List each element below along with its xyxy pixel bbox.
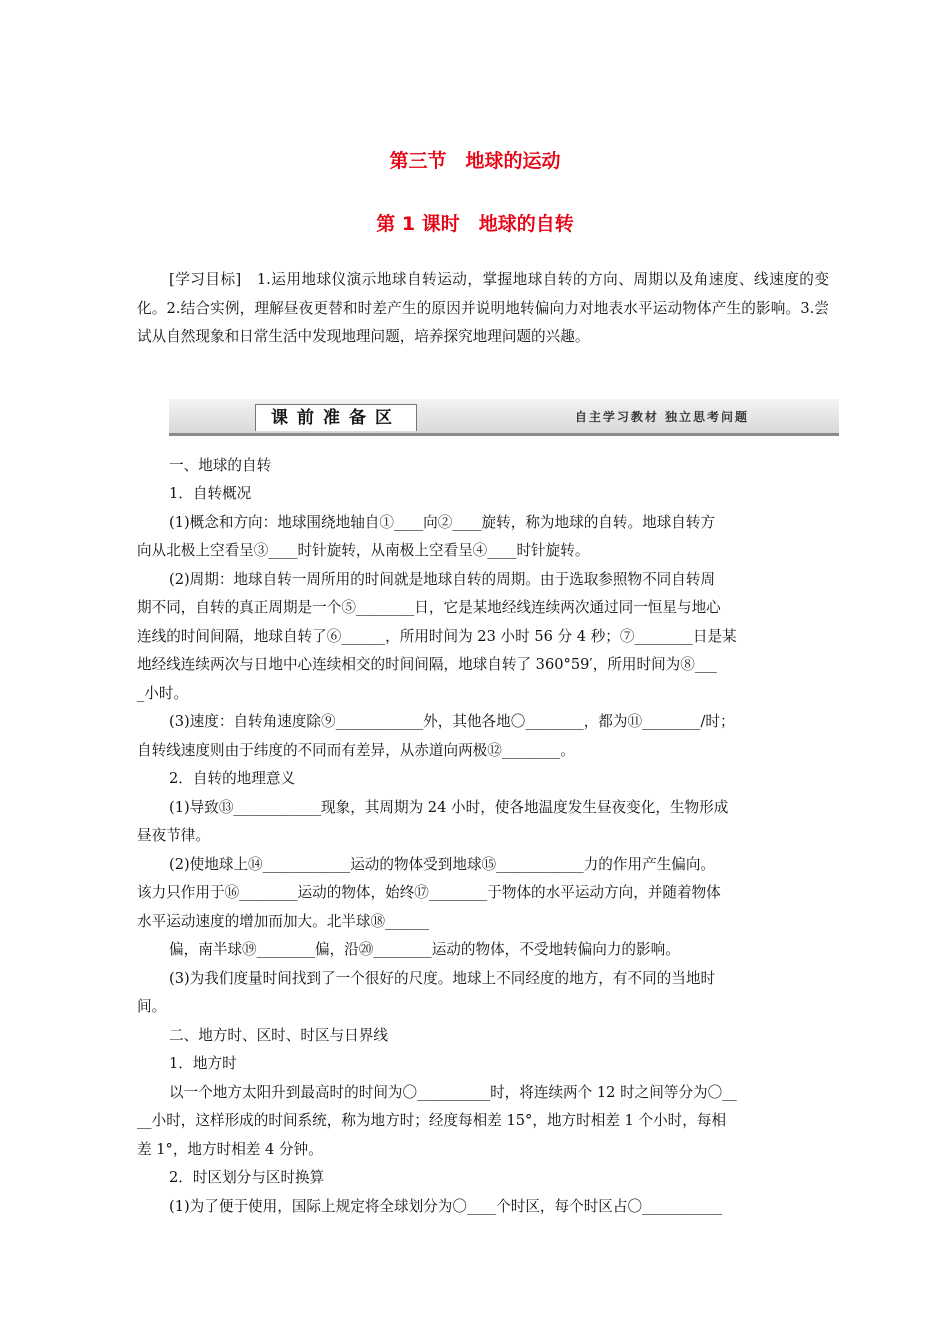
heading-2: 二、地方时、区时、时区与日界线 xyxy=(169,1027,388,1044)
banner-label: 课前准备区 xyxy=(255,404,417,431)
text-line: 自转线速度则由于纬度的不同而有差异，从赤道向两极⑫________。 xyxy=(137,742,575,759)
text-line: _小时。 xyxy=(137,685,189,702)
text-line: (1)为了便于使用，国际上规定将全球划分为〇____个时区，每个时区占〇___________ xyxy=(169,1198,723,1215)
heading-1: 一、地球的自转 xyxy=(169,457,272,474)
text-line: __小时，这样形成的时间系统，称为地方时；经度每相差 15°，地方时相差 1 个小时，每相 xyxy=(137,1112,727,1129)
banner-slogan: 自主学习教材 独立思考问题 xyxy=(574,410,749,424)
text-line: 间。 xyxy=(137,998,167,1015)
subheading-2-1: 1．地方时 xyxy=(169,1055,237,1072)
text-line: 差 1°，地方时相差 4 分钟。 xyxy=(137,1141,323,1158)
text-line: 向从北极上空看呈③____时针旋转，从南极上空看呈④____时针旋转。 xyxy=(137,542,590,559)
subheading-1-1: 1．自转概况 xyxy=(169,485,252,502)
text-line: (3)为我们度量时间找到了一个很好的尺度。地球上不同经度的地方，有不同的当地时 xyxy=(169,970,716,987)
text-line: 以一个地方太阳升到最高时的时间为〇__________时，将连续两个 12 时之间等分为〇__ xyxy=(169,1084,737,1101)
learning-objectives: [学习目标] 1.运用地球仪演示地球自转运动，掌握地球自转的方向、周期以及角速度、线速度的变化。2.结合实例，理解昼夜更替和时差产生的原因并说明地转偏向力对地表水平运动物体产生的影响。3.尝试从自然现象和日常生活中发现地理问题，培养探究地理问题的兴趣。 xyxy=(137,271,829,346)
text-line: 地经线连续两次与日地中心连续相交的时间间隔，地球自转了 360°59′，所用时间为⑧___ xyxy=(137,656,717,673)
text-line: (2)使地球上⑭____________运动的物体受到地球⑮____________力的作用产生偏向。 xyxy=(169,856,716,873)
section-banner xyxy=(169,399,839,436)
text-line: (2)周期：地球自转一周所用的时间就是地球自转的周期。由于选取参照物不同自转周 xyxy=(169,571,716,588)
text-line: (3)速度：自转角速度除⑨____________外，其他各地〇________，都为⑪________/时； xyxy=(169,713,735,730)
text-line: 偏，南半球⑲________偏，沿⑳________运动的物体，不受地转偏向力的影响。 xyxy=(169,941,680,958)
section-title: 第三节 地球的运动 xyxy=(389,150,561,172)
text-line: 连线的时间间隔，地球自转了⑥______，所用时间为 23 小时 56 分 4 秒；⑦________日是某 xyxy=(137,628,737,645)
subheading-2-2: 2．时区划分与区时换算 xyxy=(169,1169,325,1186)
text-line: 昼夜节律。 xyxy=(137,827,210,844)
subheading-1-2: 2．自转的地理意义 xyxy=(169,770,296,787)
text-line: 该力只作用于⑯________运动的物体，始终⑰________于物体的水平运动方向，并随着物体 xyxy=(137,884,721,901)
text-line: 水平运动速度的增加而加大。北半球⑱______ xyxy=(137,913,429,930)
text-line: 期不同，自转的真正周期是一个⑤________日，它是某地经线连续两次通过同一恒星与地心 xyxy=(137,599,721,616)
text-line: (1)概念和方向：地球围绕地轴自①____向②____旋转，称为地球的自转。地球自转方 xyxy=(169,514,716,531)
text-line: (1)导致⑬____________现象，其周期为 24 小时，使各地温度发生昼夜变化，生物形成 xyxy=(169,799,729,816)
lesson-title: 第 1 课时 地球的自转 xyxy=(376,213,574,235)
